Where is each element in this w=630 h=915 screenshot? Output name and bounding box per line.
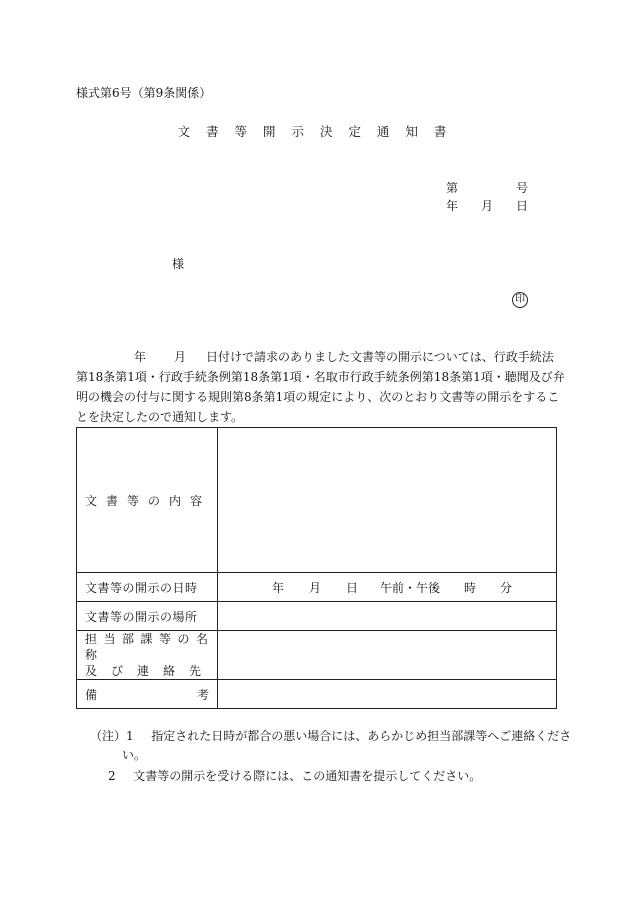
- note-2: [90, 767, 571, 786]
- table-row: [77, 428, 557, 573]
- disclosure-details-table: [76, 427, 557, 709]
- table-row: [77, 573, 557, 602]
- issue-year-label: 年: [446, 199, 459, 213]
- disclosure-datetime-label: 文書等の開示の日時: [77, 573, 218, 602]
- body-line-1: 年 月 日付けで請求のありました文書等の開示については、行政手続法: [134, 350, 554, 364]
- addressee-honorific: 様: [172, 257, 185, 271]
- remarks-label-right: 考: [196, 687, 209, 702]
- dt-day: 日: [346, 580, 359, 595]
- issue-day-label: 日: [515, 199, 528, 213]
- body-line-2: 第18条第1項・行政手続条例第18条第1項・名取市行政手続条例第18条第1項・聴聞及び弁: [76, 370, 565, 384]
- note-prefix: （注）1: [90, 729, 134, 743]
- seal-icon: 印: [512, 292, 528, 308]
- number-suffix: 号: [515, 181, 528, 195]
- issue-month-label: 月: [480, 199, 493, 213]
- notice-body: [76, 347, 565, 427]
- dt-minute: 分: [500, 580, 513, 595]
- department-contact-label: [77, 631, 218, 680]
- disclosure-datetime-field: [218, 573, 557, 602]
- note-1: [90, 727, 571, 746]
- note-1-continued: い。: [122, 748, 147, 762]
- table-row: [77, 680, 557, 709]
- document-content-label: 文書等の内容: [77, 428, 218, 573]
- document-number-line: [446, 179, 528, 196]
- document-content-field: [218, 428, 557, 573]
- body-line-4: とを決定したので通知します。: [76, 410, 244, 424]
- department-contact-field: [218, 631, 557, 680]
- body-line-3: 明の機会の付与に関する規則第8条第1項の規定により、次のとおり文書等の開示をするこ: [76, 390, 560, 404]
- disclosure-place-field: [218, 602, 557, 631]
- issue-date-line: [446, 197, 528, 214]
- department-label-line2: 及び連絡先: [85, 664, 216, 678]
- note-1-text: 指定された日時が都合の悪い場合には、あらかじめ担当部課等へご連絡くださ: [151, 729, 572, 743]
- dt-month: 月: [309, 580, 322, 595]
- note-2-number: 2: [108, 769, 116, 783]
- disclosure-place-label: 文書等の開示の場所: [77, 602, 218, 631]
- note-2-text: 文書等の開示を受ける際には、この通知書を提示してください。: [133, 769, 482, 783]
- notes-section: [90, 727, 571, 786]
- dt-year: 年: [272, 580, 285, 595]
- number-prefix: 第: [446, 181, 459, 195]
- remarks-label: [77, 680, 218, 709]
- dt-ampm: 午前・午後: [380, 580, 441, 595]
- remarks-field: [218, 680, 557, 709]
- document-title: 文 書 等 開 示 決 定 通 知 書: [177, 124, 453, 139]
- remarks-label-left: 備: [85, 687, 98, 702]
- table-row: [77, 602, 557, 631]
- department-label-line1: 担当部課等の名称: [85, 632, 215, 662]
- table-row: [77, 631, 557, 680]
- form-number: 様式第6号（第9条関係）: [76, 86, 212, 100]
- dt-hour: 時: [464, 580, 477, 595]
